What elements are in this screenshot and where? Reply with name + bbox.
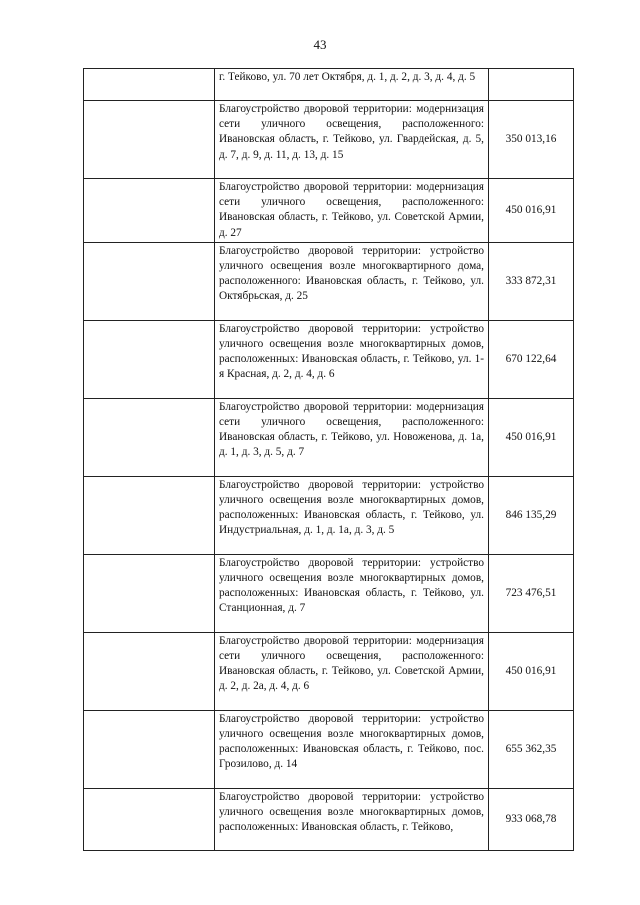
description-cell: Благоустройство дворовой территории: модернизация сети уличного освещения, расположенного: Ивановская область, г. Тейково, ул. Новоженова, д. 1а, д. 1, д. 3, д. 5, д. 7 [215,398,489,476]
table-row [84,69,574,101]
empty-cell [84,398,215,476]
amount-cell: 670 122,64 [489,320,574,398]
amount-cell: 450 016,91 [489,179,574,243]
table-row [84,179,574,243]
amount-cell: 655 362,35 [489,710,574,788]
amount-cell [489,69,574,101]
empty-cell [84,242,215,320]
table-row [84,476,574,554]
description-cell: Благоустройство дворовой территории: устройство уличного освещения возле многоквартирных домов, расположенных: Ивановская область, г. Тейково, [215,788,489,850]
table-row [84,710,574,788]
description-cell: Благоустройство дворовой территории: модернизация сети уличного освещения, расположенного: Ивановская область, г. Тейково, ул. Гвардейская, д. 5, д. 7, д. 9, д. 11, д. 13, д. 15 [215,101,489,179]
empty-cell [84,710,215,788]
amount-cell: 450 016,91 [489,632,574,710]
empty-cell [84,632,215,710]
description-cell: Благоустройство дворовой территории: модернизация сети уличного освещения, расположенного: Ивановская область, г. Тейково, ул. Советской Армии, д. 2, д. 2а, д. 4, д. 6 [215,632,489,710]
table-row [84,554,574,632]
amount-cell: 350 013,16 [489,101,574,179]
description-cell: Благоустройство дворовой территории: устройство уличного освещения возле многоквартирных домов, расположенных: Ивановская область, г. Тейково, пос. Грозилово, д. 14 [215,710,489,788]
empty-cell [84,179,215,243]
table-row [84,242,574,320]
amount-cell: 933 068,78 [489,788,574,850]
works-table [83,68,574,851]
amount-cell: 846 135,29 [489,476,574,554]
amount-cell: 333 872,31 [489,242,574,320]
empty-cell [84,476,215,554]
empty-cell [84,320,215,398]
empty-cell [84,69,215,101]
empty-cell [84,101,215,179]
table-row [84,101,574,179]
description-cell: Благоустройство дворовой территории: устройство уличного освещения возле многоквартирного дома, расположенного: Ивановская область, г. Тейково, ул. Октябрьская, д. 25 [215,242,489,320]
description-cell: Благоустройство дворовой территории: устройство уличного освещения возле многоквартирных домов, расположенных: Ивановская область, г. Тейково, ул. Станционная, д. 7 [215,554,489,632]
description-cell: Благоустройство дворовой территории: устройство уличного освещения возле многоквартирных домов, расположенных: Ивановская область, г. Тейково, ул. Индустриальная, д. 1, д. 1а, д. 3, д. 5 [215,476,489,554]
table-row [84,320,574,398]
amount-cell: 723 476,51 [489,554,574,632]
table-row [84,632,574,710]
empty-cell [84,554,215,632]
empty-cell [84,788,215,850]
table-row [84,398,574,476]
table-row [84,788,574,850]
description-cell: Благоустройство дворовой территории: устройство уличного освещения возле многоквартирных домов, расположенных: Ивановская область, г. Тейково, ул. 1-я Красная, д. 2, д. 4, д. 6 [215,320,489,398]
page-number: 43 [313,37,327,52]
description-cell: Благоустройство дворовой территории: модернизация сети уличного освещения, расположенного: Ивановская область, г. Тейково, ул. Советской Армии, д. 27 [215,179,489,243]
amount-cell: 450 016,91 [489,398,574,476]
description-cell: г. Тейково, ул. 70 лет Октября, д. 1, д. 2, д. 3, д. 4, д. 5 [215,69,489,101]
